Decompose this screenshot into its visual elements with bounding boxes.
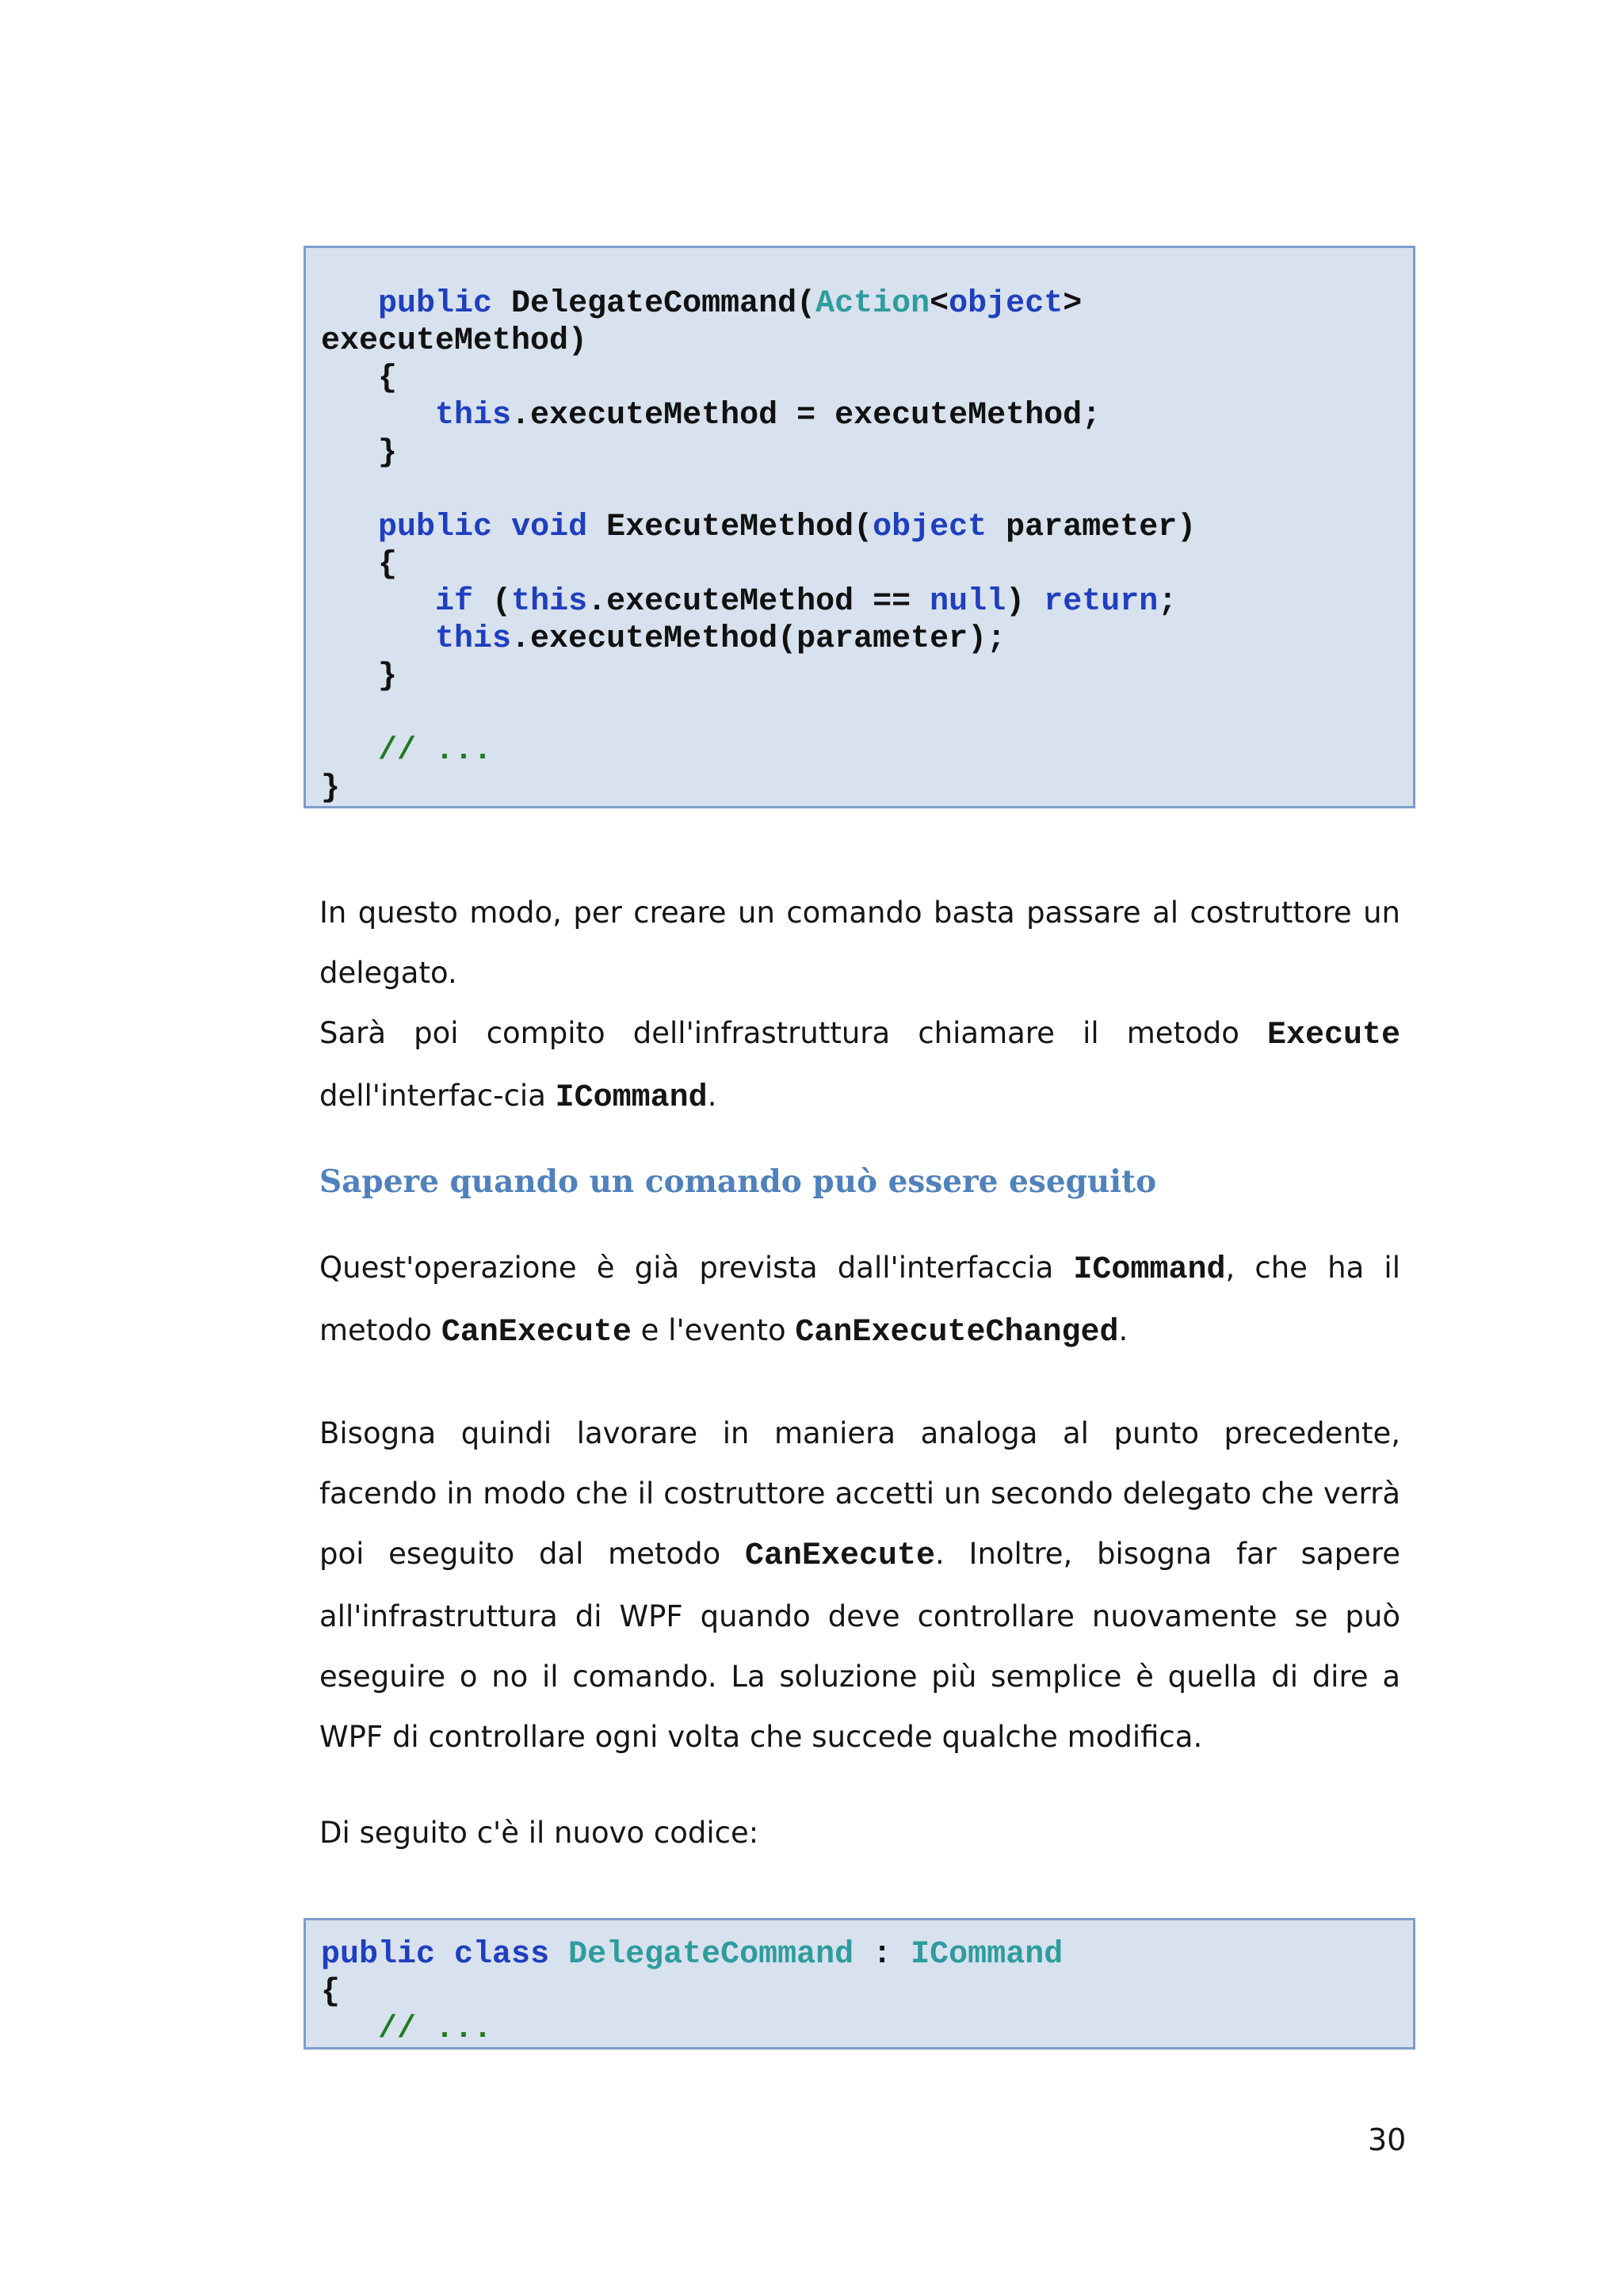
code-line: [321, 397, 1413, 434]
code-line: [321, 509, 1413, 546]
code-text: }: [321, 659, 398, 694]
paragraph-new-code-text: Di seguito c'è il nuovo codice:: [319, 1816, 759, 1850]
code-text: ): [1006, 584, 1044, 620]
inline-code-icommand: ICommand: [555, 1080, 708, 1116]
paragraph-canexecute-text: , che ha il metodo: [319, 1251, 1400, 1347]
paragraph-execute-text: Sarà poi compito dell'infrastruttura chiamare il metodo: [319, 1016, 1267, 1050]
code-text: }: [321, 435, 398, 471]
code-line: [321, 434, 1413, 472]
code-type: ICommand: [911, 1937, 1064, 1973]
code-keyword: object: [949, 286, 1064, 322]
code-text: }: [321, 770, 341, 806]
code-line: [321, 2011, 1413, 2048]
code-line: [321, 1936, 1413, 1973]
code-text: DelegateCommand(: [492, 286, 816, 322]
code-text: [492, 510, 511, 545]
code-text: executeMethod): [321, 323, 588, 359]
paragraph-intro-text: In questo modo, per creare un comando basta passare al costruttore un delegato.: [319, 896, 1400, 990]
code-keyword: return: [1044, 584, 1159, 620]
code-line: [321, 695, 1413, 732]
code-keyword: object: [873, 510, 987, 545]
code-text: [321, 2011, 378, 2047]
code-line: [321, 1973, 1413, 2011]
page-number: 30: [1368, 2122, 1407, 2157]
code-line: [321, 323, 1413, 360]
code-text: {: [321, 361, 398, 396]
code-line: [321, 583, 1413, 621]
code-keyword: this: [435, 398, 512, 434]
code-text: parameter): [987, 510, 1197, 545]
code-text: [321, 733, 378, 769]
inline-code-canexecute: CanExecute: [441, 1315, 632, 1350]
inline-code-execute: Execute: [1266, 1018, 1400, 1053]
code-line: [321, 770, 1413, 807]
code-text: .executeMethod ==: [587, 584, 930, 620]
code-text: {: [321, 547, 398, 583]
code-line: [321, 732, 1413, 770]
paragraph-canexecute-text: Quest'operazione è già prevista dall'interfaccia: [319, 1251, 1074, 1285]
paragraph-execute-text: dell'interfac-cia: [319, 1079, 556, 1113]
code-text: [321, 621, 435, 657]
code-text: >: [1063, 286, 1083, 322]
paragraph-canexecute: [319, 1238, 1400, 1363]
paragraph-intro: [319, 883, 1400, 1003]
code-line: [321, 360, 1413, 397]
code-comment: // ...: [378, 2011, 493, 2047]
inline-code-canexecute: CanExecute: [745, 1538, 936, 1574]
code-line: [321, 621, 1413, 658]
inline-code-icommand: ICommand: [1073, 1252, 1226, 1288]
code-line: [321, 546, 1413, 583]
section-heading: Sapere quando un comando può essere eseguito: [319, 1163, 1157, 1200]
code-line: [321, 658, 1413, 695]
code-text: [435, 1937, 454, 1973]
code-keyword: void: [511, 510, 588, 545]
code-text: .executeMethod(parameter);: [511, 621, 1006, 657]
code-text: [549, 1937, 568, 1973]
code-keyword: if: [435, 584, 474, 620]
code-text: [321, 398, 435, 434]
code-type: Action: [815, 286, 930, 322]
code-text: (: [473, 584, 512, 620]
code-block-delegate-command: [304, 246, 1415, 808]
code-keyword: null: [930, 584, 1006, 620]
code-keyword: class: [454, 1937, 550, 1973]
code-keyword: this: [511, 584, 588, 620]
code-keyword: public: [378, 510, 493, 545]
code-block-class-declaration: [304, 1918, 1415, 2050]
code-text: <: [930, 286, 949, 322]
code-keyword: public: [321, 1937, 436, 1973]
paragraph-solution-text: . Inoltre, bisogna far sapere all'infrastruttura di WPF quando deve controllare nuovamente se può eseguire o no il comando. La soluzione più semplice è quella di dire a WPF di controllare ogni volta che succede qualche modifica.: [319, 1537, 1400, 1754]
paragraph-canexecute-text: e l'evento: [631, 1313, 796, 1347]
code-comment: // ...: [378, 733, 493, 769]
code-text: .executeMethod = executeMethod;: [511, 398, 1102, 434]
code-keyword: public: [378, 286, 493, 322]
code-text: [321, 510, 378, 545]
paragraph-new-code: [319, 1803, 1400, 1863]
code-type: DelegateCommand: [568, 1937, 854, 1973]
paragraph-execute-text: .: [707, 1079, 717, 1113]
code-keyword: this: [435, 621, 512, 657]
paragraph-canexecute-text: .: [1118, 1313, 1128, 1347]
code-line: [321, 472, 1413, 509]
code-text: :: [854, 1937, 911, 1973]
code-line: [321, 285, 1413, 323]
code-text: [321, 286, 378, 322]
paragraph-solution: [319, 1404, 1400, 1767]
code-text: [321, 584, 435, 620]
inline-code-canexecutechanged: CanExecuteChanged: [795, 1315, 1119, 1350]
code-text: ExecuteMethod(: [587, 510, 873, 545]
paragraph-execute: [319, 1003, 1400, 1129]
code-text: {: [321, 1974, 341, 2010]
code-text: ;: [1158, 584, 1178, 620]
paragraph-solution-text: Bisogna quindi lavorare in maniera analoga al punto precedente, facendo in modo che il costruttore accetti un secondo delegato che verrà poi eseguito dal metodo: [319, 1416, 1400, 1571]
